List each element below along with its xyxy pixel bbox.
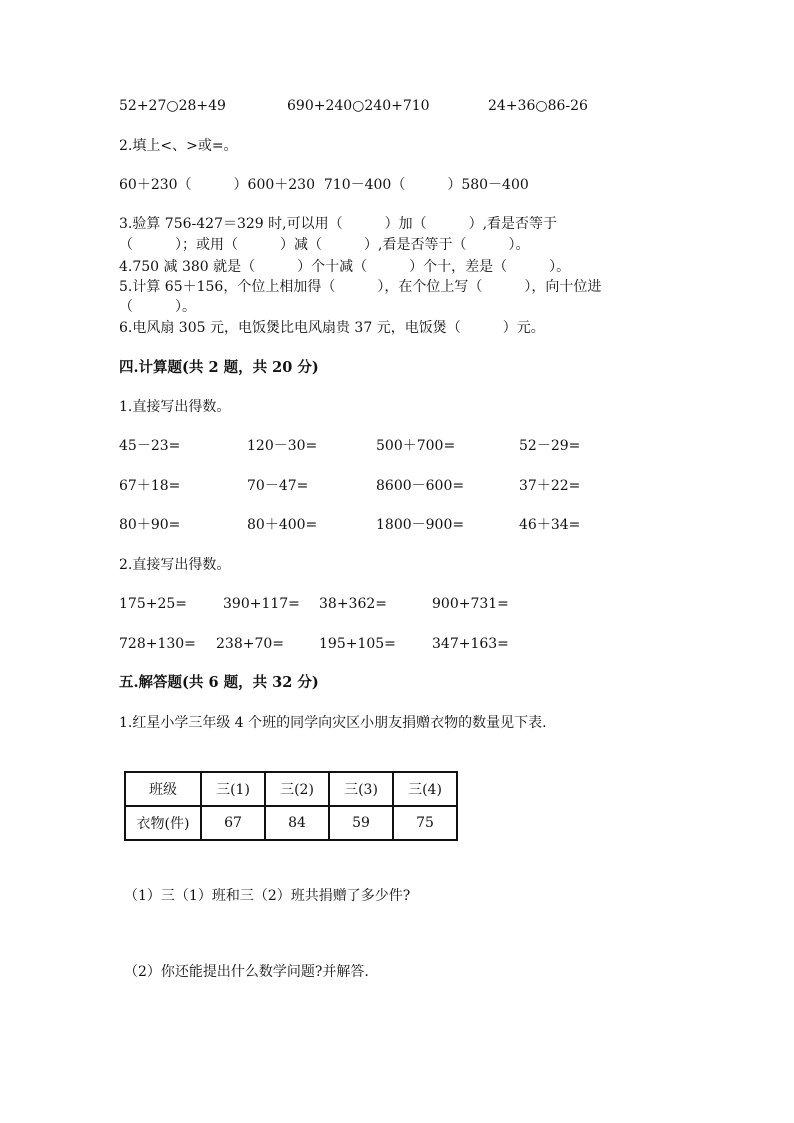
calc-item: 70－47= bbox=[247, 478, 309, 494]
q3-line-1: 3.验算 756-427＝329 时,可以用（ ）加（ ）,看是否等于 bbox=[119, 216, 558, 232]
q5-line-1: 5.计算 65＋156，个位上相加得（ ），在个位上写（ ），向十位进 bbox=[119, 279, 602, 295]
s4-q1-title: 1.直接写出得数。 bbox=[119, 399, 231, 415]
calc-item: 37＋22= bbox=[519, 478, 581, 494]
calc-item: 347+163= bbox=[432, 636, 509, 652]
calc-item: 67＋18= bbox=[119, 478, 181, 494]
calc-item: 175+25= bbox=[119, 596, 187, 612]
s5-q1-text: 1.红星小学三年级 4 个班的同学向灾区小朋友捐赠衣物的数量见下表. bbox=[119, 715, 547, 731]
table-cell: 67 bbox=[201, 806, 265, 840]
calc-item: 195+105= bbox=[319, 636, 396, 652]
table-cell: 衣物(件) bbox=[125, 806, 201, 840]
calc-item: 728+130= bbox=[119, 636, 196, 652]
table-cell: 三(4) bbox=[393, 772, 457, 806]
sub-question-2: （2）你还能提出什么数学问题?并解答. bbox=[124, 964, 369, 980]
calc-item: 38+362= bbox=[319, 596, 387, 612]
calc-item: 52－29= bbox=[519, 438, 581, 454]
table-cell: 班级 bbox=[125, 772, 201, 806]
s4-q2-title: 2.直接写出得数。 bbox=[119, 557, 231, 573]
sub-question-1: （1）三（1）班和三（2）班共捐赠了多少件? bbox=[124, 888, 411, 904]
q2-title: 2.填上<、>或=。 bbox=[119, 138, 238, 154]
table-cell: 59 bbox=[329, 806, 393, 840]
calc-item: 390+117= bbox=[223, 596, 300, 612]
table-cell: 84 bbox=[265, 806, 329, 840]
table-cell: 三(2) bbox=[265, 772, 329, 806]
compare-item-3: 24+36○86-26 bbox=[488, 98, 588, 114]
calc-item: 80＋90= bbox=[119, 517, 181, 533]
table-cell: 三(3) bbox=[329, 772, 393, 806]
table-header-row bbox=[125, 772, 457, 806]
calc-item: 46＋34= bbox=[519, 517, 581, 533]
q2-line: 60＋230（ ）600＋230 710－400（ ）580－400 bbox=[119, 177, 529, 193]
donation-table bbox=[124, 771, 458, 841]
calc-item: 8600－600= bbox=[376, 478, 465, 494]
q6-line: 6.电风扇 305 元，电饭煲比电风扇贵 37 元，电饭煲（ ）元。 bbox=[119, 320, 545, 336]
table-row bbox=[125, 806, 457, 840]
section5-title: 五.解答题(共 6 题，共 32 分) bbox=[119, 674, 319, 691]
calc-item: 120－30= bbox=[247, 438, 318, 454]
q3-line-2: （ ）；或用（ ）减（ ）,看是否等于（ ）。 bbox=[119, 237, 530, 253]
calc-item: 500＋700= bbox=[376, 438, 456, 454]
compare-item-1: 52+27○28+49 bbox=[119, 98, 226, 114]
q4-line: 4.750 减 380 就是（ ）个十减（ ）个十，差是（ ）。 bbox=[119, 259, 571, 275]
table-cell: 75 bbox=[393, 806, 457, 840]
calc-item: 900+731= bbox=[432, 596, 509, 612]
table-cell: 三(1) bbox=[201, 772, 265, 806]
compare-item-2: 690+240○240+710 bbox=[287, 98, 430, 114]
calc-item: 80＋400= bbox=[247, 517, 318, 533]
calc-item: 1800－900= bbox=[376, 517, 465, 533]
calc-item: 45－23= bbox=[119, 438, 181, 454]
calc-item: 238+70= bbox=[216, 636, 284, 652]
q5-line-2: （ ）。 bbox=[119, 299, 196, 315]
section4-title: 四.计算题(共 2 题，共 20 分) bbox=[119, 359, 319, 376]
